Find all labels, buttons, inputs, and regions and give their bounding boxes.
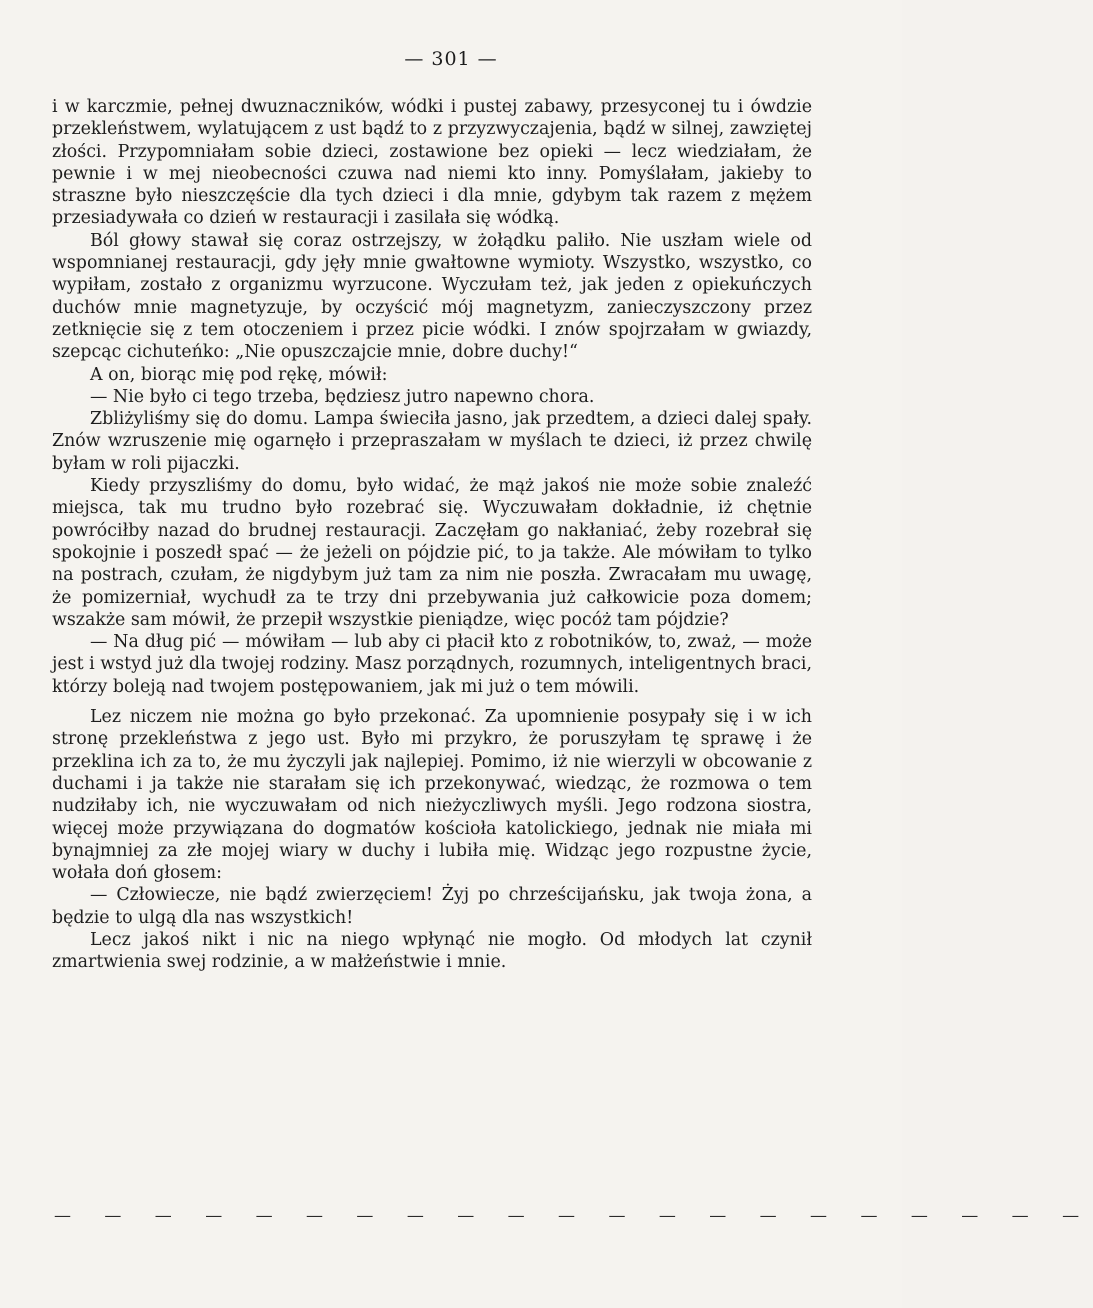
paragraph: — Na dług pić — mówiłam — lub aby ci płacił kto z robotników, to, zważ, — może jest i wstyd już dla twojej rodziny. Masz porządnych, rozumnych, inteligentnych braci, którzy boleją nad twojem postępowaniem, jak mi już o tem mówili. — [52, 632, 812, 697]
paragraph: i w karczmie, pełnej dwuznaczników, wódki i pustej zabawy, przesyconej tu i ówdzie przekleństwem, wylatującem z ust bądź to z przyzwyczajenia, bądź w silnej, zawziętej złości. Przypomniałam sobie dzieci, zostawione bez opieki — lecz wiedziałam, że pewnie i w mej nieobecności czuwa nad niemi kto inny. Pomyślałam, jakieby to straszne było nieszczęście dla tych dzieci i dla mnie, gdybym tak razem z mężem przesiadywała co dzień w restauracji i zasilała się wódką. — [52, 97, 812, 229]
paragraph: Lez niczem nie można go było przekonać. Za upomnienie posypały się i w ich stronę przekleństwa z jego ust. Było mi przykro, że poruszyłam tę sprawę i że przeklina ich za to, że mu życzyli jak najlepiej. Pomimo, iż nie wierzyli w obcowanie z duchami i ja także nie starałam się ich przekonywać, wiedząc, że rozmowa o tem nudziłaby ich, nie wyczuwałam od nich nieżyczliwych myśli. Jego rodzona siostra, więcej może przywiązana do dogmatów kościoła katolickiego, jednak nie miała mi bynajmniej za złe mojej wiary w duchy i lubiła mię. Widząc jego rozpustne życie, wołała doń głosem: — [52, 707, 812, 884]
section-separator: — — — — — — — — — — — — — — — — — — — — — — [54, 1206, 1093, 1226]
page-number: — 301 — — [404, 48, 498, 70]
paragraph: — Nie było ci tego trzeba, będziesz jutro napewno chora. — [90, 386, 595, 407]
paragraph: Kiedy przyszliśmy do domu, było widać, że mąż jakoś nie może sobie znaleźć miejsca, tak mu trudno było rozebrać się. Wyczuwałam dokładnie, iż chętnie powróciłby nazad do brudnej restauracji. Zaczęłam go nakłaniać, żeby rozebrał się spokojnie i poszedł spać — że jeżeli on pójdzie pić, to ja także. Ale mówiłam to tylko na postrach, czułam, że nigdybym już tam za nim nie poszła. Zwracałam mu uwagę, że pomizerniał, wychudł za te trzy dni przebywania już całkowicie poza domem; wszakże sam mówił, że przepił wszystkie pieniądze, więc pocóż tam pójdzie? — [52, 476, 812, 630]
paragraph: Ból głowy stawał się coraz ostrzejszy, w żołądku paliło. Nie uszłam wiele od wspomnianej restauracji, gdy jęły mnie gwałtowne wymioty. Wszystko, wszystko, co wypiłam, zostało z organizmu wyrzucone. Wyczułam też, jak jeden z opiekuńczych duchów mnie magnetyzuje, by oczyścić mój magnetyzm, zanieczyszczony przez zetknięcie się z tem otoczeniem i przez picie wódki. I znów spojrzałam w gwiazdy, szepcąc cichuteńko: „Nie opuszczajcie mnie, dobre duchy!“ — [52, 230, 812, 363]
paragraph: A on, biorąc mię pod rękę, mówił: — [90, 364, 388, 385]
paragraph: Lecz jakoś nikt i nic na niego wpłynąć nie mogło. Od młodych lat czynił zmartwienia swej rodzinie, a w małżeństwie i mnie. — [52, 929, 812, 973]
paragraph: Zbliżyliśmy się do domu. Lampa świeciła jasno, jak przedtem, a dzieci dalej spały. Znów wzruszenie mię ogarnęło i przepraszałam w myślach te dzieci, iż przez chwilę byłam w roli pijaczki. — [52, 409, 812, 474]
paragraph: — Człowiecze, nie bądź zwierzęciem! Żyj po chrześcijańsku, jak twoja żona, a będzie to ulgą dla nas wszystkich! — [52, 885, 812, 928]
body-text — [52, 96, 812, 974]
